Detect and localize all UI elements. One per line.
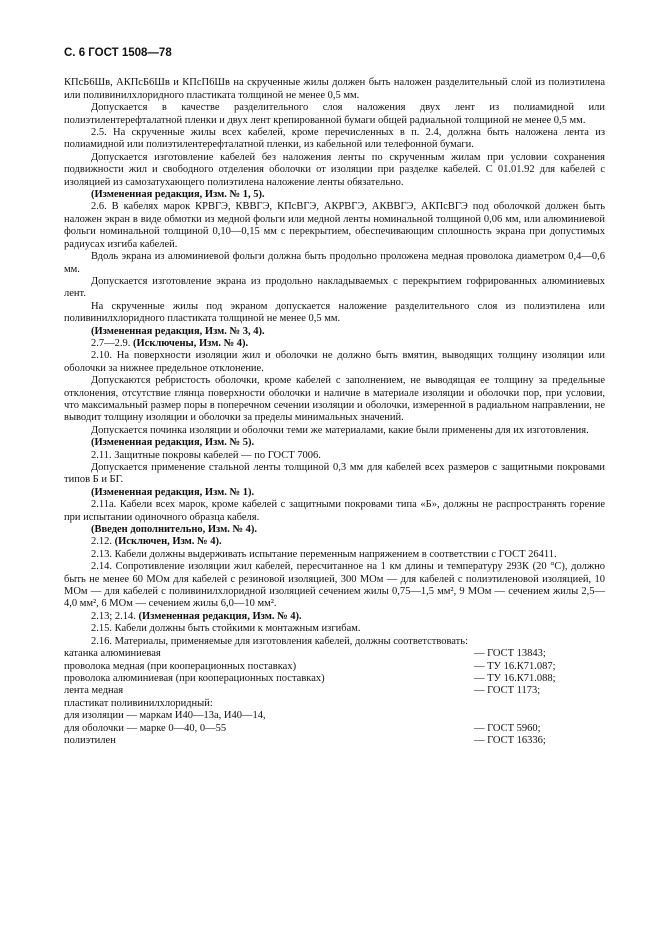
paragraph: КПсБ6Шв, АКПсБ6Шв и КПсП6Шв на скрученные жилы должен быть наложен разделительный слой из полиэтилена или поливинилхлоридного пластиката толщиной не менее 0,5 мм. xyxy=(64,77,605,101)
paragraph: 2.6. В кабелях марок КРВГЭ, КВВГЭ, КПсВГЭ, АКРВГЭ, АКВВГЭ, АКПсВГЭ под оболочкой должен быть наложен экран в виде обмотки из медной фольги или медной ленты номинальной толщиной 0,06 мм, или алюминиевой фольги номинальной толщиной 0,10—0,15 мм с перекрытием, обеспечивающим сплошность экрана при допустимых радиусах изгиба кабелей. xyxy=(64,201,605,250)
paragraph: Допускаются ребристость оболочки, кроме кабелей с заполнением, не выводящая ее толщину за предельные отклонения, отсутствие глянца поверхности оболочки и наличие в материале изоляции и оболочки пор, при условии, что максимальный размер поры в поперечном сечении изоляции и оболочки, измеренной в радиальном направлении, не выводит толщину изоляции и оболочки за пределы минимальных значений. xyxy=(64,375,605,424)
clause-number: 2.7—2.9. xyxy=(91,337,133,349)
material-standard xyxy=(474,710,605,722)
material-standard: — ГОСТ 16336; xyxy=(474,734,546,746)
material-row xyxy=(64,648,605,660)
material-standard: — ТУ 16.К71.088; xyxy=(474,672,556,684)
material-standard: — ГОСТ 1173; xyxy=(474,685,541,697)
amendment-note: (Введен дополнительно, Изм. № 4). xyxy=(91,524,258,536)
material-row xyxy=(64,698,605,710)
paragraph: Допускается в качестве разделительного слоя наложения двух лент из полиамидной или полиэтилентерефталатной пленки и двух лент крепированной бумаги общей радиальной толщиной не менее 0,5 мм. xyxy=(64,102,605,126)
paragraph: 2.11а. Кабели всех марок, кроме кабелей с защитными покровами типа «Б», должны не распространять горение при испытании одиночного образца кабеля. xyxy=(64,499,605,523)
material-standard xyxy=(474,698,605,710)
page-header: С. 6 ГОСТ 1508—78 xyxy=(64,47,172,59)
material-row xyxy=(64,735,605,747)
material-name: лента медная xyxy=(64,685,124,697)
paragraph: 2.16. Материалы, применяемые для изготовления кабелей, должны соответствовать: xyxy=(91,635,468,647)
paragraph: Допускается применение стальной ленты толщиной 0,3 мм для кабелей всех размеров с защитными покровами типов Б и БГ. xyxy=(64,462,605,486)
paragraph: 2.14. Сопротивление изоляции жил кабелей, пересчитанное на 1 км длины и температуру 293К (20 °С), должно быть не менее 60 МОм для кабелей с резиновой изоляцией, 300 МОм — для кабелей с полиэтиленовой изоляцией, 10 МОм — для кабелей с поливинилхлоридной изоляцией сечением жилы 0,75—1,5 мм², 9 МОм — сечением жилы 2,5—4,0 мм², 6 МОм — сечением жилы 6,0—10 мм². xyxy=(64,561,605,610)
paragraph xyxy=(64,338,605,350)
material-name: полиэтилен xyxy=(64,734,116,746)
clause-status: (Исключены, Изм. № 4). xyxy=(133,337,249,349)
material-name: проволока алюминиевая (при кооперационных поставках) xyxy=(64,672,325,684)
materials-list xyxy=(64,648,605,747)
paragraph: 2.15. Кабели должны быть стойкими к монтажным изгибам. xyxy=(91,623,361,635)
amendment-note: (Измененная редакция, Изм. № 1). xyxy=(91,486,255,498)
paragraph: 2.5. На скрученные жилы всех кабелей, кроме перечисленных в п. 2.4, должна быть наложена лента из полиамидной или полиэтилентерефталатной пленки, из кабельной или телефонной бумаги. xyxy=(64,127,605,151)
paragraph: На скрученные жилы под экраном допускается наложение разделительного слоя из полиэтилена или поливинилхлоридного пластиката толщиной не менее 0,5 мм. xyxy=(64,300,605,325)
amendment-note: (Измененная редакция, Изм. № 5). xyxy=(91,437,255,449)
material-standard: — ГОСТ 13843; xyxy=(474,648,546,660)
paragraph: 2.11. Защитные покровы кабелей — по ГОСТ 7006. xyxy=(91,449,321,461)
material-row xyxy=(64,710,605,722)
material-row xyxy=(64,661,605,673)
paragraph xyxy=(64,611,605,623)
material-name: пластикат поливинилхлоридный: xyxy=(64,697,213,709)
clause-number: 2.12. xyxy=(91,536,115,548)
material-row xyxy=(64,673,605,685)
material-row xyxy=(64,723,605,735)
material-standard: — ГОСТ 5960; xyxy=(474,722,541,734)
material-name: для оболочки — марке 0—40, 0—55 xyxy=(64,722,227,734)
material-name: проволока медная (при кооперационных поставках) xyxy=(64,660,297,672)
amendment-note: (Измененная редакция, Изм. № 3, 4). xyxy=(91,325,265,337)
amendment-note: (Измененная редакция, Изм. № 1, 5). xyxy=(91,189,265,201)
paragraph: 2.13. Кабели должны выдерживать испытание переменным напряжением в соответствии с ГОСТ 26411. xyxy=(91,548,557,560)
material-name: для изоляции — маркам И40—13а, И40—14, xyxy=(64,710,266,722)
clause-status: (Исключен, Изм. № 4). xyxy=(114,536,222,548)
document-body xyxy=(64,77,605,648)
paragraph: Вдоль экрана из алюминиевой фольги должна быть продольно проложена медная проволока диаметром 0,4—0,6 мм. xyxy=(64,251,605,275)
material-row xyxy=(64,685,605,697)
material-standard: — ТУ 16.К71.087; xyxy=(474,660,556,672)
paragraph: Допускается изготовление кабелей без наложения ленты по скрученным жилам при условии сохранения подвижности жил и свободного отделения оболочки от изоляции при разделке кабелей. С 01.01.92 для кабелей с изоляцией из самозатухающего полиэтилена наложение ленты обязательно. xyxy=(64,151,605,188)
material-name: катанка алюминиевая xyxy=(64,648,161,660)
paragraph xyxy=(64,536,605,548)
clause-status: (Измененная редакция, Изм. № 4). xyxy=(138,610,302,622)
paragraph: 2.10. На поверхности изоляции жил и оболочки не должно быть вмятин, выводящих толщину изоляции или оболочки за нижнее предельное отклонение. xyxy=(64,350,605,374)
clause-number: 2.13; 2.14. xyxy=(91,610,139,622)
paragraph: Допускается починка изоляции и оболочки теми же материалами, какие были применены для их изготовления. xyxy=(91,424,589,436)
paragraph: Допускается изготовление экрана из продольно накладываемых с перекрытием гофрированных алюминиевых лент. xyxy=(64,275,605,300)
